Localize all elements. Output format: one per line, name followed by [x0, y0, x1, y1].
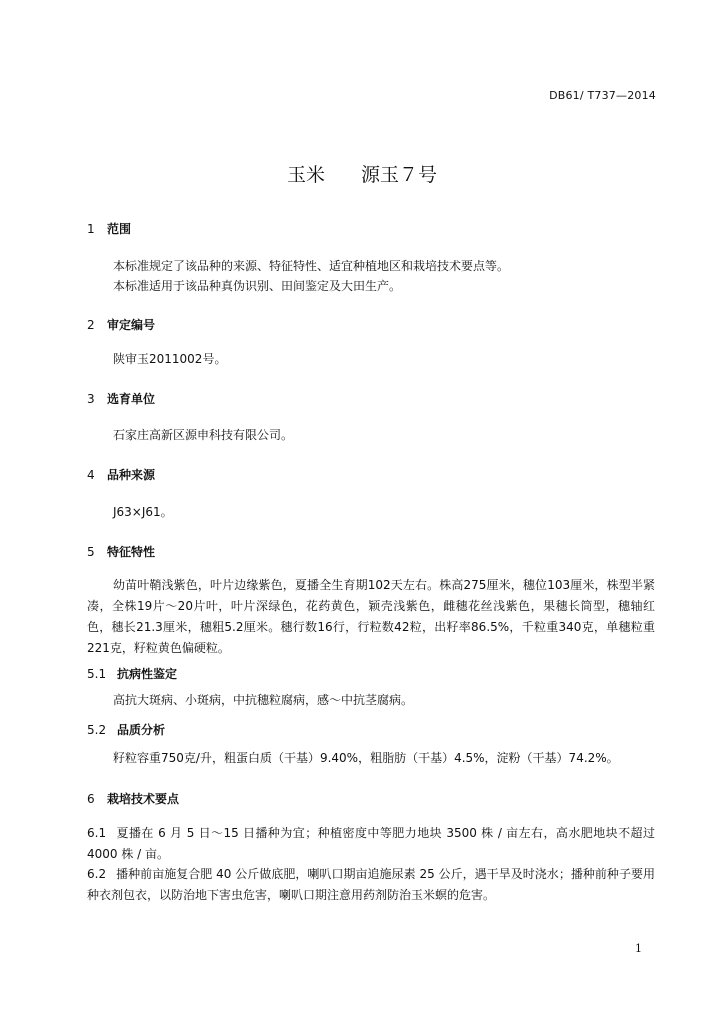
- scope-line-1: 本标准规定了该品种的来源、特征特性、适宜种植地区和栽培技术要点等。: [113, 259, 510, 273]
- clause-text: 夏播在 6 月 5 日～15 日播种为宜；种植密度中等肥力地块 3500 株 / 亩左右，高水肥地块不超过 4000 株 / 亩。: [87, 826, 655, 861]
- title-crop: 玉米: [286, 164, 325, 186]
- section-heading-breeder: 3 选育单位: [87, 392, 156, 406]
- cultivation-clause-6-1: [87, 823, 655, 865]
- section-heading-cultivation: 6 栽培技术要点: [87, 792, 180, 806]
- disease-resistance-text: 高抗大斑病、小斑病，中抗穗粒腐病，感～中抗茎腐病。: [113, 693, 414, 707]
- clause-text: 播种前亩施复合肥 40 公斤做底肥，喇叭口期亩追施尿素 25 公斤，遇干旱及时浇水；播种前种子要用种衣剂包衣，以防治地下害虫危害，喇叭口期注意用药剂防治玉米螟的危害。: [87, 867, 655, 902]
- section-heading-origin: 4 品种来源: [87, 468, 156, 482]
- section-heading-characteristics: 5 特征特性: [87, 545, 156, 559]
- scope-line-2: 本标准适用于该品种真伪识别、田间鉴定及大田生产。: [113, 279, 402, 293]
- breeder-name: 石家庄高新区源申科技有限公司。: [113, 428, 294, 442]
- page-number: 1: [635, 942, 642, 955]
- document-code: DB61/ T737—2014: [549, 89, 656, 102]
- subsection-heading-quality: 5.2 品质分析: [87, 723, 166, 737]
- title-variety: 源玉７号: [361, 164, 438, 186]
- section-heading-approval: 2 审定编号: [87, 318, 156, 332]
- cultivation-clause-6-2: [87, 864, 655, 906]
- characteristics-text: 幼苗叶鞘浅紫色，叶片边缘紫色，夏播全生育期102天左右。株高275厘米，穗位103厘米，株型半紧凑，全株19片～20片叶，叶片深绿色，花药黄色，颖壳浅紫色，雌穗花丝浅紫色，果穗长筒型，穗轴红色，穗长21.3厘米，穗粗5.2厘米。穗行数16行，行粒数42粒，出籽率86.5%，千粒重340克，单穗粒重221克，籽粒黄色偏硬粒。: [87, 578, 655, 655]
- quality-analysis-text: 籽粒容重750克/升，粗蛋白质（干基）9.40%，粗脂肪（干基）4.5%，淀粉（干基）74.2%。: [113, 751, 619, 765]
- section-heading-scope: 1 范围: [87, 222, 132, 236]
- clause-number: 6.2: [87, 867, 107, 881]
- origin-parents: J63×J61。: [113, 505, 173, 519]
- clause-number: 6.1: [87, 826, 107, 840]
- approval-number: 陕审玉2011002号。: [113, 352, 227, 366]
- document-title: [0, 160, 724, 187]
- subsection-heading-disease: 5.1 抗病性鉴定: [87, 667, 178, 681]
